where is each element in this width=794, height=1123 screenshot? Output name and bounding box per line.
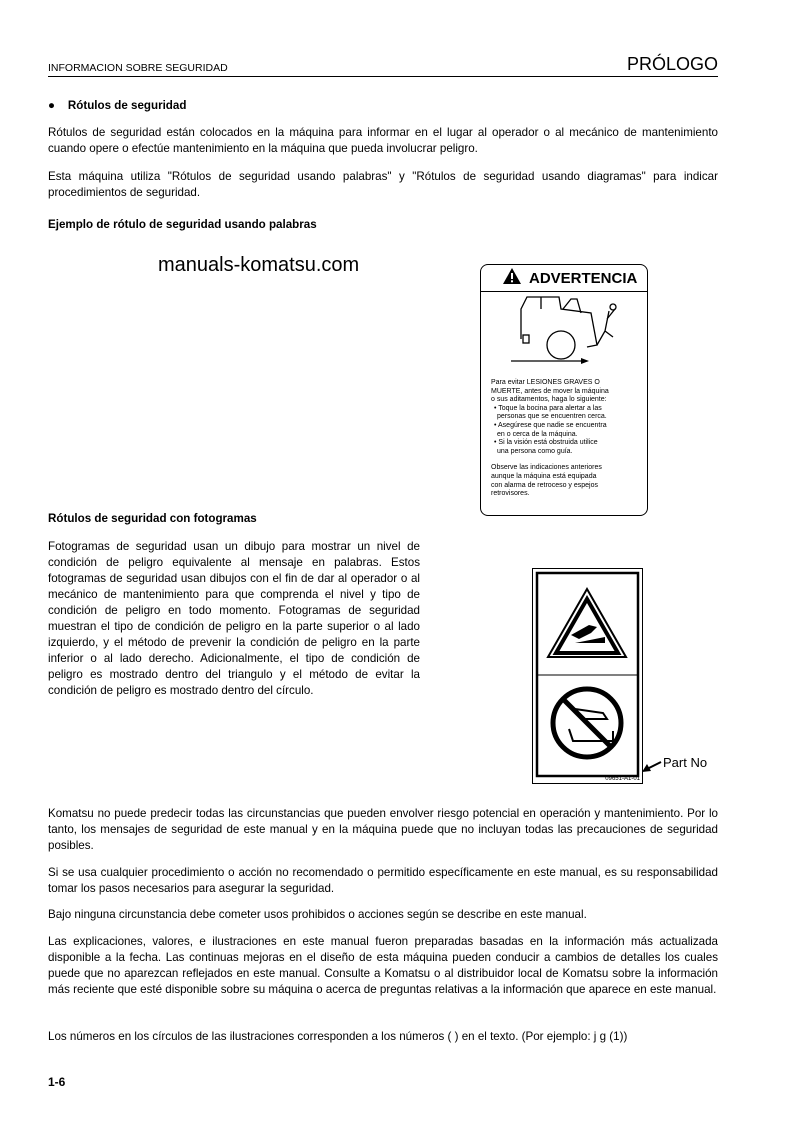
paragraph: Rótulos de seguridad están colocados en la máquina para informar en el lugar al operador o al mecánico de mantenimiento cuando opere o efectúe mantenimiento en la máquina que pueda involucrar peligro.: [48, 126, 718, 155]
part-no-label: Part No: [663, 755, 708, 770]
safety-pictogram: [532, 568, 643, 784]
paragraph: Esta máquina utiliza "Rótulos de seguridad usando palabras" y "Rótulos de seguridad usando diagramas" para indicar procedimientos de seguridad.: [48, 170, 718, 199]
warning-triangle-icon: [503, 268, 521, 288]
paragraph: Fotogramas de seguridad usan un dibujo para mostrar un nivel de condición de peligro equivalente al mensaje en palabras. Estos fotogramas de seguridad usan dibujos con el fin de dar al operador o al mecánico de mantenimiento para que comprenda el nivel y tipo de condición de peligro en todo momento. Fotogramas de seguridad muestran el tipo de condición de peligro en la parte superior o al lado izquierdo, y el método de prevenir la condición de peligro en la parte inferior o al lado derecho. Adicionalmente, el tipo de condición de peligro es mostrado dentro del triangulo y el método de evitar la condición de peligro es mostrado dentro del círculo.: [48, 540, 420, 697]
paragraph: Los números en los círculos de las ilustraciones corresponden a los números ( ) en el texto. (Por ejemplo: j g (1)): [48, 1030, 628, 1043]
prohibition-circle-icon: [553, 689, 621, 757]
bullet-icon: ●: [48, 99, 68, 112]
header-divider: [48, 76, 718, 77]
chapter-title: PRÓLOGO: [626, 54, 718, 74]
watermark: manuals-komatsu.com: [158, 254, 360, 276]
page-number: 1-6: [48, 1075, 66, 1089]
arrow-icon: [641, 758, 663, 774]
machine-backing-icon: [501, 295, 631, 367]
warning-label: ADVERTENCIA Para evitar LESIONES GRAVES O MUERTE, antes de mover la máquina o sus aditamentos, haga lo siguiente: • Toque la bocina para alertar a las personas que se encuentren cerca. • Asegúrese que nadie se encuentra en o cerca de la máquina. • Si la visión está obstruida utilice una persona como guía. Observe las indicaciones anteriores aunque la máquina está equipada con alarma de retroceso y espejos retrovisores.: [480, 264, 648, 516]
ejemplo-heading: Ejemplo de rótulo de seguridad usando palabras: [48, 218, 317, 231]
fotogramas-heading: Rótulos de seguridad con fotogramas: [48, 512, 257, 525]
section-header: INFORMACION SOBRE SEGURIDAD: [48, 62, 228, 74]
warning-label-text: Para evitar LESIONES GRAVES O MUERTE, antes de mover la máquina o sus aditamentos, haga lo siguiente: • Toque la bocina para alertar a las personas que se encuentren cerca. • Asegúrese que nadie se encuentra en o cerca de la máquina. • Si la visión está obstruida utilice una persona como guía. Observe las indicaciones anteriores aunque la máquina está equipada con alarma de retroceso y espejos retrovisores.: [491, 379, 609, 498]
hazard-triangle-icon: [548, 589, 626, 657]
part-number-code: 09651-A1-01: [605, 776, 640, 782]
paragraph: Bajo ninguna circunstancia debe cometer usos prohibidos o acciones según se describe en este manual.: [48, 908, 587, 921]
paragraph: Si se usa cualquier procedimiento o acción no recomendado o permitido específicamente en este manual, es su responsabilidad tomar los pasos necesarios para asegurar la seguridad.: [48, 866, 718, 895]
paragraph: Las explicaciones, valores, e ilustraciones en este manual fueron preparadas basadas en la información más actualizada disponible a la fecha. Las continuas mejoras en el diseño de esta máquina pueden conducir a cambios de detalles los cuales puede que no aparezcan reflejados en este manual. Consulte a Komatsu o al distribuidor local de Komatsu sobre la información más reciente que esté disponible sobre su máquina o acerca de preguntas relativas a la información que aparece en este manual.: [48, 935, 718, 996]
rotulos-heading: ● Rótulos de seguridad: [48, 99, 187, 112]
paragraph: Komatsu no puede predecir todas las circunstancias que pueden envolver riesgo potencial en operación y mantenimiento. Por lo tanto, los mensajes de seguridad de este manual y en la máquina puede que no incluyan todas las precauciones de seguridad posibles.: [48, 807, 718, 852]
